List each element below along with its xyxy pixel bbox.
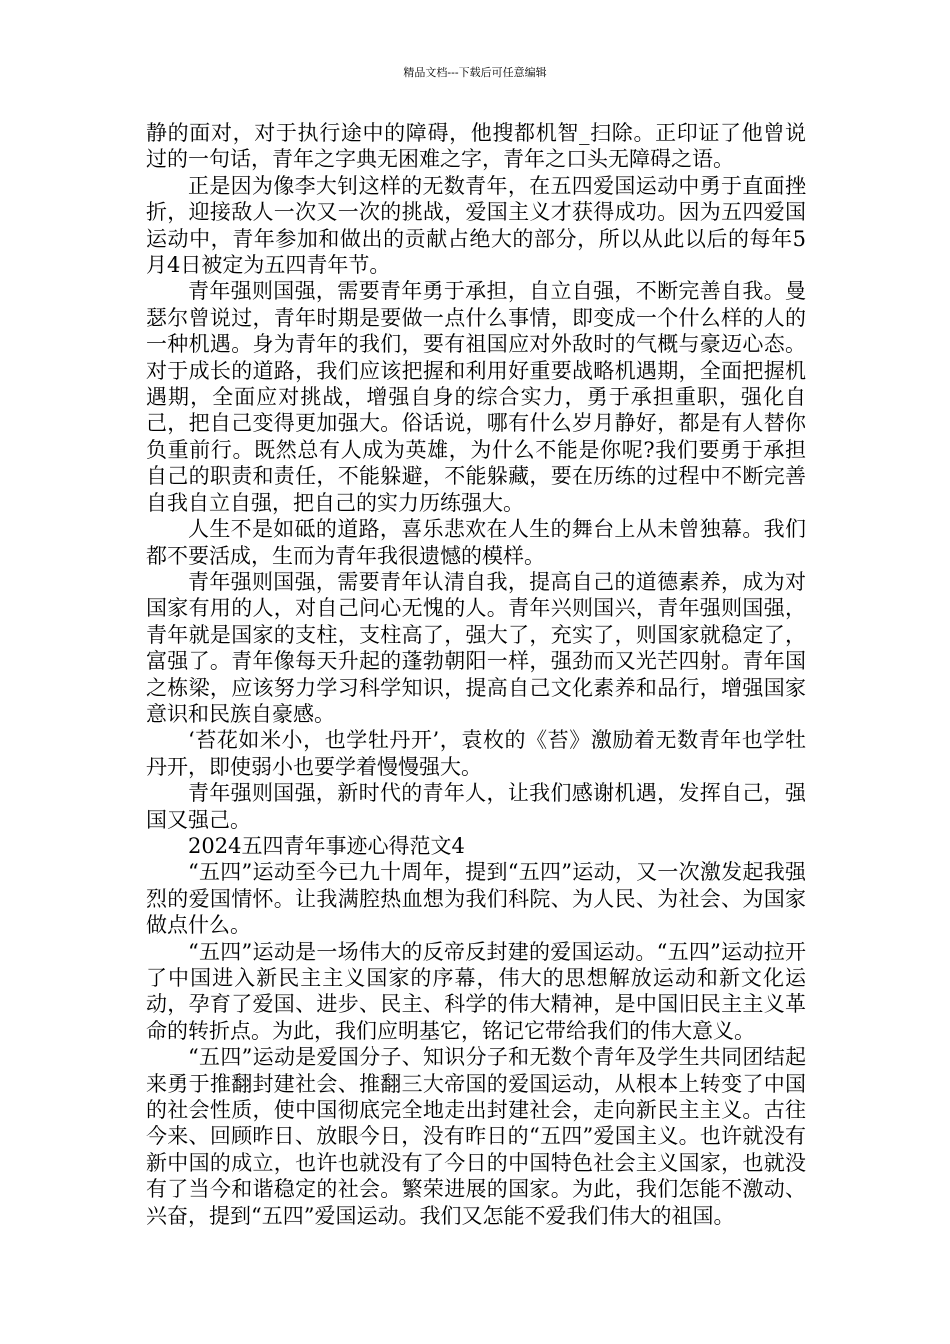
document-body <box>146 120 806 1229</box>
paragraph: 人生不是如砥的道路，喜乐悲欢在人生的舞台上从未曾独幕。我们都不要活成，生而为青年我很遗憾的模样。 <box>146 517 806 568</box>
paragraph: “五四”运动是一场伟大的反帝反封建的爱国运动。“五四”运动拉开了中国进入新民主主义国家的序幕，伟大的思想解放运动和新文化运动，孕育了爱国、进步、民主、科学的伟大精神，是中国旧民主主义革命的转折点。为此，我们应明基它，铭记它带给我们的伟大意义。 <box>146 939 806 1043</box>
page-header: 精品文档---下载后可任意编辑 <box>403 66 547 79</box>
paragraph: 青年强则国强，需要青年勇于承担，自立自强，不断完善自我。曼瑟尔曾说过，青年时期是要做一点什么事情，即变成一个什么样的人的一种机遇。身为青年的我们，要有祖国应对外敌时的气概与豪迈心态。对于成长的道路，我们应该把握和利用好重要战略机遇期，全面把握机遇期，全面应对挑战，增强自身的综合实力，勇于承担重职，强化自己，把自己变得更加强大。俗话说，哪有什么岁月静好，都是有人替你负重前行。既然总有人成为英雄，为什么不能是你呢?我们要勇于承担自己的职责和责任，不能躲避，不能躲藏，要在历练的过程中不断完善自我自立自强，把自己的实力历练强大。 <box>146 279 806 515</box>
paragraph: 青年强则国强，需要青年认清自我，提高自己的道德素养，成为对国家有用的人，对自己问心无愧的人。青年兴则国兴，青年强则国强，青年就是国家的支柱，支柱高了，强大了，充实了，则国家就稳定了，富强了。青年像每天升起的蓬勃朝阳一样，强劲而又光芒四射。青年国之栋梁，应该努力学习科学知识，提高自己文化素养和品行，增强国家意识和民族自豪感。 <box>146 569 806 726</box>
paragraph: “五四”运动是爱国分子、知识分子和无数个青年及学生共同团结起来勇于推翻封建社会、推翻三大帝国的爱国运动，从根本上转变了中国的社会性质，使中国彻底完全地走出封建社会，走向新民主主义。古往今来、回顾昨日、放眼今日，没有昨日的“五四”爱国主义。也许就没有新中国的成立，也许也就没有了今日的中国特色社会主义国家，也就没有了当今和谐稳定的社会。繁荣进展的国家。为此，我们怎能不激动、兴奋，提到“五四”爱国运动。我们又怎能不爱我们伟大的祖国。 <box>146 1045 806 1228</box>
paragraph: 正是因为像李大钊这样的无数青年，在五四爱国运动中勇于直面挫折，迎接敌人一次又一次的挑战，爱国主义才获得成功。因为五四爱国运动中，青年参加和做出的贡献占绝大的部分，所以从此以后的每年5月4日被定为五四青年节。 <box>146 173 806 278</box>
section-heading: 2024五四青年事迹心得范文4 <box>188 833 465 858</box>
paragraph: “五四”运动至今已九十周年，提到“五四”运动，又一次激发起我强烈的爱国情怀。让我满腔热血想为我们科院、为人民、为社会、为国家做点什么。 <box>146 860 806 938</box>
paragraph: 青年强则国强，新时代的青年人，让我们感谢机遇，发挥自己，强国又强己。 <box>146 781 806 832</box>
paragraph-continuation: 静的面对，对于执行途中的障碍，他搜都机智_扫除。正印证了他曾说过的一句话，青年之字典无困难之字，青年之口头无障碍之语。 <box>146 121 806 172</box>
paragraph: ‘苔花如米小，也学牡丹开’，袁枚的《苔》激励着无数青年也学牡丹开，即使弱小也要学着慢慢强大。 <box>146 728 806 779</box>
